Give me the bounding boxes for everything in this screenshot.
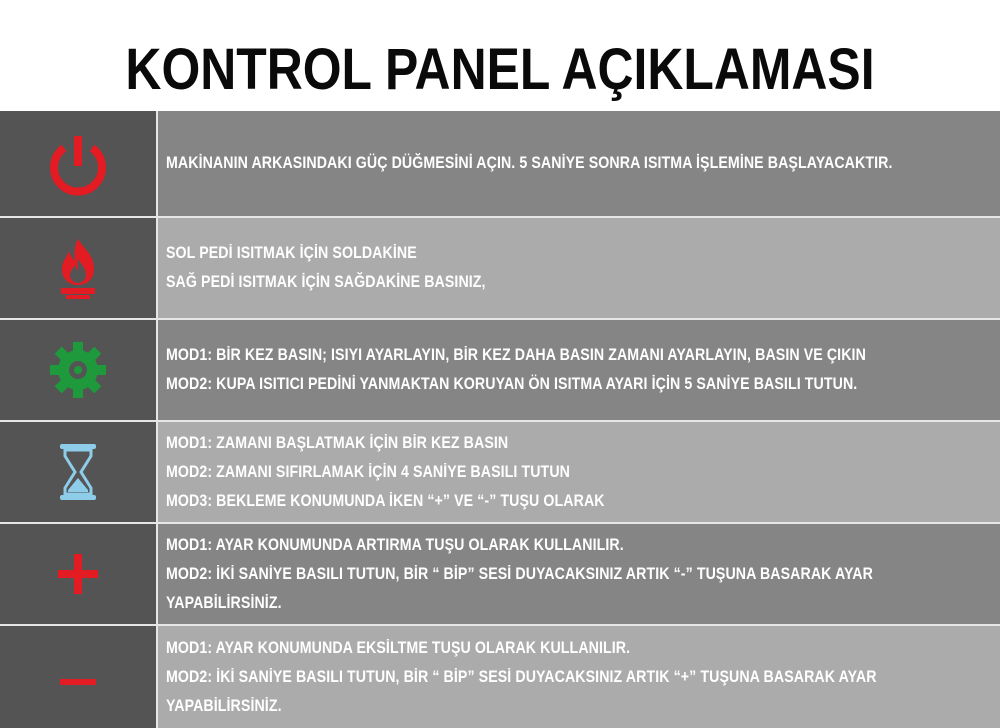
table-row-plus xyxy=(0,522,1000,624)
table-row-settings xyxy=(0,318,1000,420)
description-line: MAKİNANIN ARKASINDAKI GÜÇ DÜĞMESİNİ AÇIN. 5 SANİYE SONRA ISITMA İŞLEMİNE BAŞLAYACAKTIR. xyxy=(166,154,893,172)
description-line: SAĞ PEDİ ISITMAK İÇİN SAĞDAKİNE BASINIZ, xyxy=(166,273,486,291)
description-line: MOD2: ZAMANI SIFIRLAMAK İÇİN 4 SANİYE BASILI TUTUN xyxy=(166,462,570,481)
icon-cell xyxy=(0,111,158,216)
hourglass-icon xyxy=(58,442,98,502)
table-row-power xyxy=(0,111,1000,216)
description-line: MOD1: AYAR KONUMUNDA ARTIRMA TUŞU OLARAK KULLANILIR. xyxy=(166,535,624,554)
icon-cell xyxy=(0,218,158,318)
page-title: KONTROL PANEL AÇIKLAMASI xyxy=(125,37,875,102)
description-cell xyxy=(158,218,1000,318)
description-line: SOL PEDİ ISITMAK İÇİN SOLDAKİNE xyxy=(166,244,417,262)
control-panel-table xyxy=(0,111,1000,728)
minus-icon xyxy=(58,657,98,697)
table-row-timer xyxy=(0,420,1000,522)
description-line: MOD1: AYAR KONUMUNDA EKSİLTME TUŞU OLARAK KULLANILIR. xyxy=(166,638,631,657)
flame-icon xyxy=(54,237,102,299)
description-line: MOD3: BEKLEME KONUMUNDA İKEN “+” VE “-” TUŞU OLARAK xyxy=(166,491,605,510)
description-line: MOD1: BİR KEZ BASIN; ISIYI AYARLAYIN, BİR KEZ DAHA BASIN ZAMANI AYARLAYIN, BASIN VE ÇIKIN xyxy=(166,346,866,364)
icon-cell xyxy=(0,320,158,420)
gear-icon xyxy=(48,340,108,400)
description-cell xyxy=(158,320,1000,420)
description-cell xyxy=(158,422,1000,522)
description-line: YAPABİLİRSİNİZ. xyxy=(166,696,282,715)
icon-cell xyxy=(0,422,158,522)
description-line: MOD2: İKİ SANİYE BASILI TUTUN, BİR “ BİP” SESİ DUYACAKSINIZ ARTIK “+” TUŞUNA BASARAK AYAR xyxy=(166,667,877,686)
table-row-heat xyxy=(0,216,1000,318)
power-icon xyxy=(46,132,110,196)
description-cell xyxy=(158,626,1000,728)
description-cell xyxy=(158,111,1000,216)
plus-icon xyxy=(56,552,100,596)
description-line: MOD2: İKİ SANİYE BASILI TUTUN, BİR “ BİP” SESİ DUYACAKSINIZ ARTIK “-” TUŞUNA BASARAK AYAR xyxy=(166,564,873,583)
description-line: MOD2: KUPA ISITICI PEDİNİ YANMAKTAN KORUYAN ÖN ISITMA AYARI İÇİN 5 SANİYE BASILI TUTUN. xyxy=(166,375,858,393)
description-cell xyxy=(158,524,1000,624)
icon-cell xyxy=(0,524,158,624)
description-line: MOD1: ZAMANI BAŞLATMAK İÇİN BİR KEZ BASIN xyxy=(166,433,509,452)
icon-cell xyxy=(0,626,158,728)
table-row-minus xyxy=(0,624,1000,728)
description-line: YAPABİLİRSİNİZ. xyxy=(166,593,282,612)
